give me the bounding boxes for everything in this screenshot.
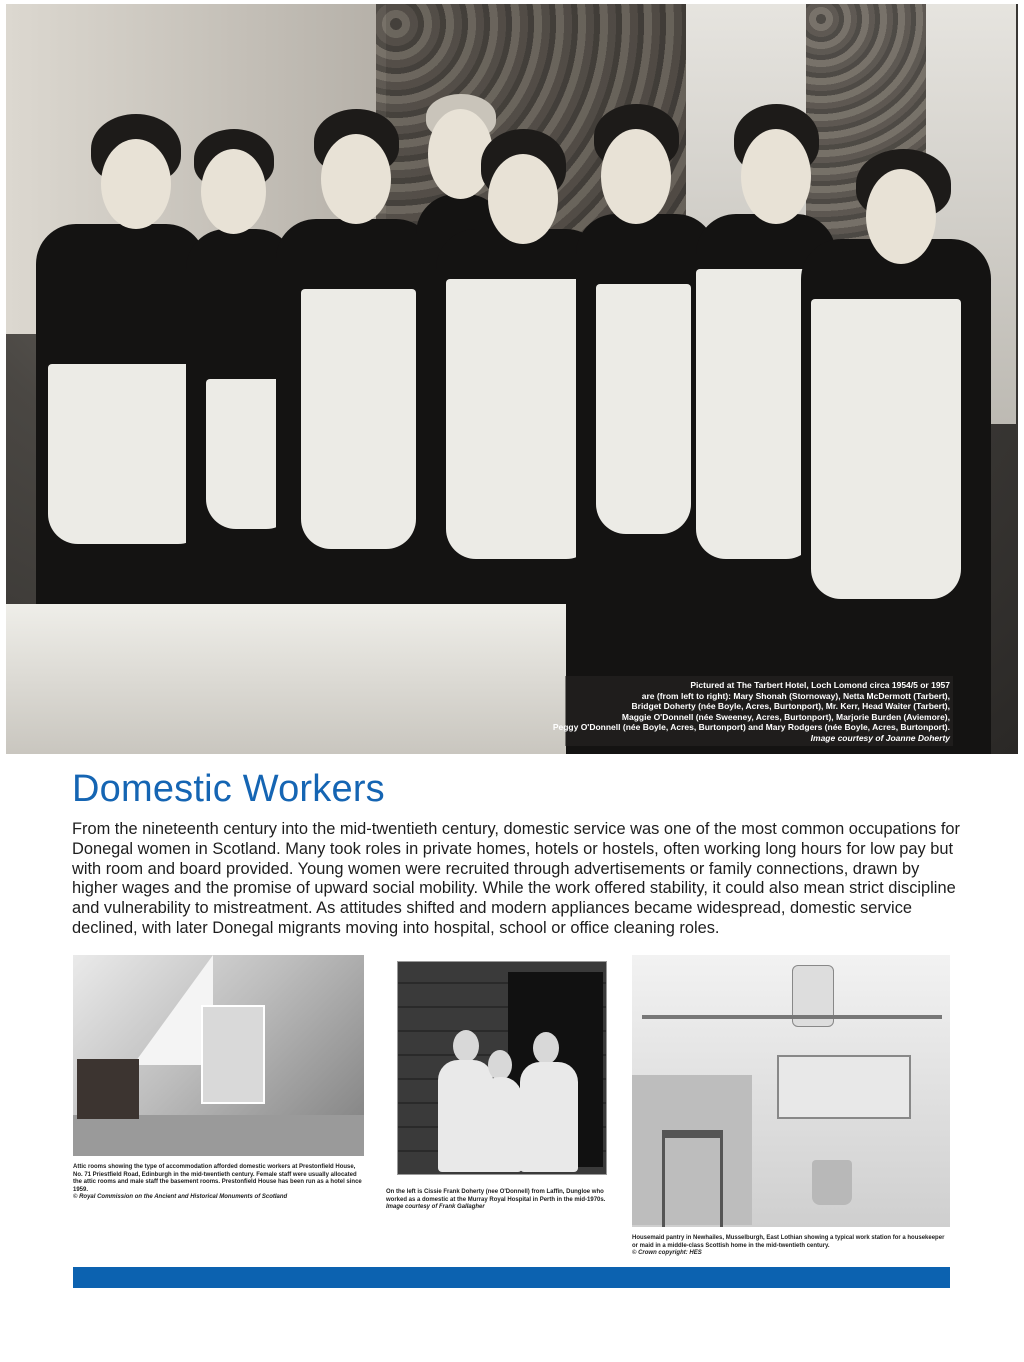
attic-caption-text: Attic rooms showing the type of accommodation afforded domestic workers at Prestonfield House, No. 71 Priestfield Road, Edinburgh in the mid-twentieth century. Female staff were usually allocated the attic rooms and male staff the basement rooms. Prestonfield House has been run as a hotel since 1959. <box>73 1164 362 1193</box>
hero-caption-line: Pictured at The Tarbert Hotel, Loch Lomond circa 1954/5 or 1957 <box>690 680 950 690</box>
dining-table <box>6 604 566 754</box>
nurse-figure <box>480 1077 522 1172</box>
nurses-caption-text: On the left is Cissie Frank Doherty (nee O'Donnell) from Laffin, Dungloe who worked as a domestic at the Murray Royal Hospital in Perth in the mid-1970s. <box>386 1189 606 1203</box>
intro-paragraph: From the nineteenth century into the mid-twentieth century, domestic service was one of the most common occupations for Donegal women in Scotland. Many took roles in private homes, hotels or hostels, often working long hours for low pay but with room and board provided. Young women were recruited through advertisements or family connections, drawn by higher wages and the promise of upward social mobility. While the work offered stability, it could also mean strict discipline and vulnerability to mistreatment. As attitudes shifted and modern appliances became widespread, domestic service declined, with later Donegal migrants moving into hospital, school or office cleaning roles. <box>72 820 960 937</box>
attic-floor <box>73 1115 364 1156</box>
nurse-head <box>488 1050 512 1080</box>
attic-door <box>201 1005 265 1104</box>
hero-caption <box>550 680 950 743</box>
hero-photo <box>6 4 1018 754</box>
step-stool <box>662 1130 723 1227</box>
hero-caption-line: Maggie O'Donnell (née Sweeney, Acres, Burtonport), Marjorie Burden (Aviemore), <box>621 711 950 722</box>
attic-caption-credit: © Royal Commission on the Ancient and Historical Monuments of Scotland <box>73 1194 288 1201</box>
pantry-photo <box>632 955 950 1227</box>
hero-caption-line: are (from left to right): Mary Shonah (Stornoway), Netta McDermott (Tarbert), <box>641 690 950 701</box>
attic-photo-caption <box>73 1164 365 1202</box>
nurse-head <box>533 1032 559 1064</box>
bucket <box>812 1160 852 1205</box>
nurse-head <box>453 1030 479 1062</box>
nurse-figure <box>520 1062 578 1172</box>
pantry-caption-credit: © Crown copyright: HES <box>632 1250 702 1257</box>
hero-credit: Image courtesy of Joanne Doherty <box>810 732 950 743</box>
nurses-photo-caption <box>386 1189 618 1212</box>
hero-caption-line: Peggy O'Donnell (née Boyle, Acres, Burtonport) and Mary Rodgers (née Boyle, Acres, Burtonport). <box>552 722 950 732</box>
pantry-photo-caption <box>632 1235 950 1258</box>
sink <box>777 1055 911 1119</box>
pantry-shelf <box>642 1015 942 1019</box>
attic-room-photo <box>73 955 364 1156</box>
nurses-photo <box>397 961 607 1175</box>
hero-caption-line: Bridget Doherty (née Boyle, Acres, Burtonport), Mr. Kerr, Head Waiter (Tarbert), <box>631 701 950 711</box>
attic-dresser <box>77 1059 139 1119</box>
pantry-caption-text: Housemaid pantry in Newhailes, Musselburgh, East Lothian showing a typical work station for a housekeeper or maid in a middle-class Scottish home in the mid-twentieth century. <box>632 1235 945 1249</box>
page-title: Domestic Workers <box>72 768 385 810</box>
footer-band <box>73 1267 950 1288</box>
nurses-caption-credit: Image courtesy of Frank Gallagher <box>386 1204 485 1211</box>
